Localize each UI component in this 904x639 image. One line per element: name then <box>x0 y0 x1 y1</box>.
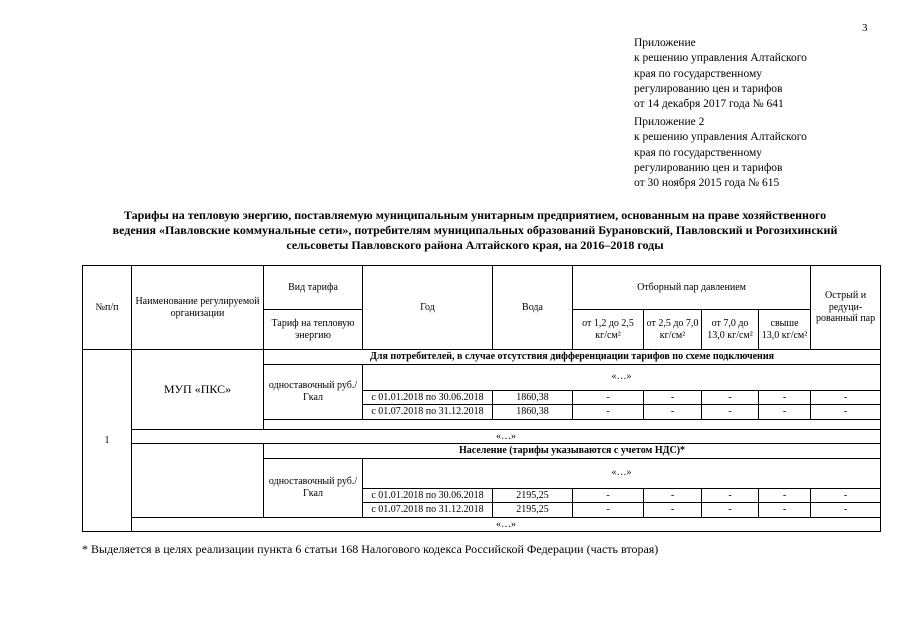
header-p2: от 2,5 до 7,0 кг/см² <box>644 310 702 350</box>
water-cell: 1860,38 <box>493 390 573 405</box>
header-steam: Отборный пар давлением <box>573 266 811 310</box>
row-number: 1 <box>83 350 132 532</box>
appendix-line: Приложение <box>634 37 696 49</box>
p3-cell: - <box>702 405 759 420</box>
p3-cell: - <box>702 390 759 405</box>
appendix-line: регулированию цен и тарифов <box>634 82 783 95</box>
period-cell: с 01.01.2018 по 30.06.2018 <box>363 488 493 503</box>
p4-cell: - <box>759 405 811 420</box>
p1-cell: - <box>573 390 644 405</box>
header-p4: свыше 13,0 кг/см² <box>759 310 811 350</box>
tariff-table <box>82 265 881 532</box>
appendix-line: от 30 ноября 2015 года № 615 <box>634 177 780 190</box>
p1-cell: - <box>573 503 644 518</box>
section2-after-ellipsis: «…» <box>132 517 881 532</box>
document-title <box>80 208 870 253</box>
p3-cell: - <box>702 488 759 503</box>
section2-heading: Население (тарифы указываются с учетом НДС)* <box>264 444 881 459</box>
header-water: Вода <box>493 266 573 350</box>
section2-ellipsis: «…» <box>363 458 881 488</box>
period-cell: с 01.01.2018 по 30.06.2018 <box>363 390 493 405</box>
water-cell: 1860,38 <box>493 405 573 420</box>
header-num: №п/п <box>83 266 132 350</box>
p3-cell: - <box>702 503 759 518</box>
period-cell: с 01.07.2018 по 31.12.2018 <box>363 503 493 518</box>
header-tariff-type: Вид тарифа <box>264 266 363 310</box>
appendix-2-block <box>634 115 807 191</box>
section1-tariff-label: одноставочный руб./Гкал <box>264 364 363 419</box>
p2-cell: - <box>644 503 702 518</box>
p4-cell: - <box>759 503 811 518</box>
appendix-line: края по государственному <box>634 67 762 80</box>
section2-after-ellipsis-row <box>83 517 881 532</box>
header-tariff-sub: Тариф на тепловую энергию <box>264 310 363 350</box>
p1-cell: - <box>573 405 644 420</box>
header-p3: от 7,0 до 13,0 кг/см² <box>702 310 759 350</box>
footnote: * Выделяется в целях реализации пункта 6 статьи 168 Налогового кодекса Российской Федерации (часть вторая) <box>82 542 659 556</box>
title-line: сельсоветы Павловского района Алтайского края, на 2016–2018 годы <box>286 238 664 252</box>
appendix-line: от 14 декабря 2017 года № 641 <box>634 98 784 111</box>
water-cell: 2195,25 <box>493 488 573 503</box>
org-name: МУП «ПКС» <box>132 350 264 430</box>
section1-heading: Для потребителей, в случае отсутствия дифференциации тарифов по схеме подключения <box>264 350 881 365</box>
appendix-line: Приложение 2 <box>634 116 705 128</box>
p4-cell: - <box>759 390 811 405</box>
acute-cell: - <box>811 405 881 420</box>
p2-cell: - <box>644 488 702 503</box>
p1-cell: - <box>573 488 644 503</box>
page-number: 3 <box>862 22 868 34</box>
appendix-1-block <box>634 36 807 112</box>
acute-cell: - <box>811 488 881 503</box>
header-p1: от 1,2 до 2,5 кг/см² <box>573 310 644 350</box>
appendix-line: к решению управления Алтайского <box>634 52 807 65</box>
title-line: Тарифы на тепловую энергию, поставляемую муниципальным унитарным предприятием, основанным на праве хозяйственного <box>123 208 827 222</box>
p4-cell: - <box>759 488 811 503</box>
section1-after-ellipsis-row <box>83 429 881 444</box>
title-line: ведения «Павловские коммунальные сети», потребителям муниципальных образований Бурановский, Павловский и Рогозихинский <box>112 223 838 237</box>
org-spacer <box>132 444 264 518</box>
section1-heading-row <box>83 350 881 365</box>
appendix-line: края по государственному <box>634 146 762 159</box>
section1-ellipsis: «…» <box>363 364 881 390</box>
section2-heading-row <box>83 444 881 459</box>
header-org: Наименование регулируемой организации <box>132 266 264 350</box>
section1-after-ellipsis: «…» <box>132 429 881 444</box>
acute-cell: - <box>811 390 881 405</box>
header-row <box>83 266 881 310</box>
p2-cell: - <box>644 405 702 420</box>
appendix-line: к решению управления Алтайского <box>634 131 807 144</box>
water-cell: 2195,25 <box>493 503 573 518</box>
header-year: Год <box>363 266 493 350</box>
header-acute-steam: Острый и редуци-рованный пар <box>811 266 881 350</box>
acute-cell: - <box>811 503 881 518</box>
section2-tariff-label: одноставочный руб./Гкал <box>264 458 363 517</box>
appendix-line: регулированию цен и тарифов <box>634 161 783 174</box>
period-cell: с 01.07.2018 по 31.12.2018 <box>363 405 493 420</box>
p2-cell: - <box>644 390 702 405</box>
